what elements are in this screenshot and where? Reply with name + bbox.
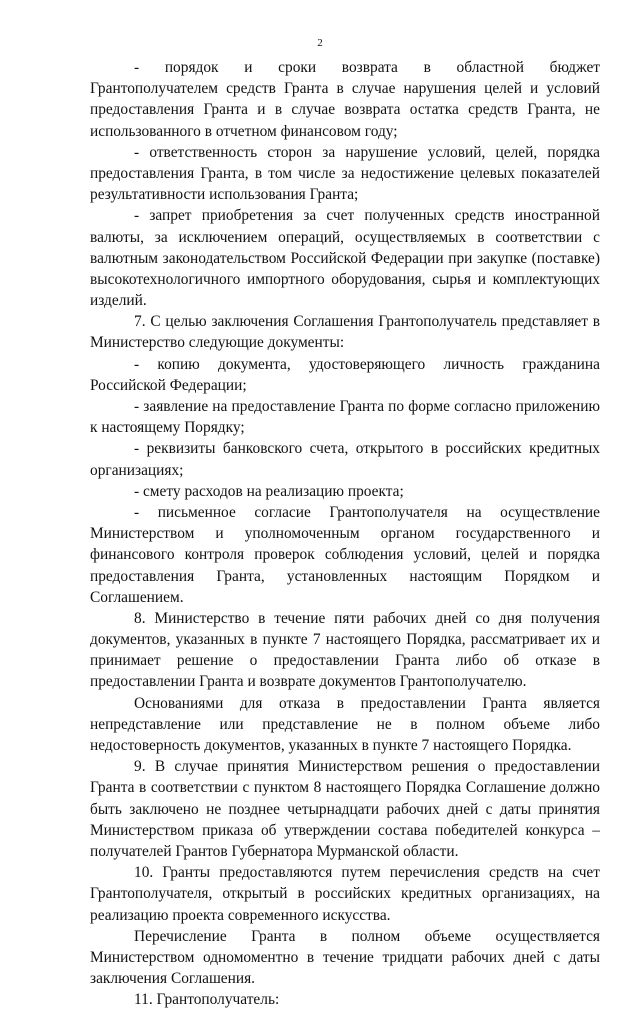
page-number: 2 [317,37,323,49]
text-line: финансового контроля проверок соблюдения условий, целей и порядка [90,546,600,564]
text-line: Министерство следующие документы: [90,334,345,352]
text-line: результативности использования Гранта; [90,186,359,204]
text-line: получателей Грантов Губернатора Мурманской области. [90,842,459,860]
text-line: - письменное согласие Грантополучателя на осуществление [134,503,600,521]
text-line: Грантополучателя, открытый в российских кредитных организациях, на [90,885,600,903]
text-line: Грантополучателем средств Гранта в случае нарушения целей и условий [90,80,600,98]
text-line: 10. Гранты предоставляются путем перечисления средств на счет [134,864,600,882]
text-line: организациях; [90,461,184,479]
text-line: недостоверность документов, указанных в пункте 7 настоящего Порядка. [90,737,572,754]
text-line: 7. С целью заключения Соглашения Грантополучатель представляет в [134,313,600,331]
text-line: предоставления Гранта и в случае возврата остатка средств Гранта, не [90,101,600,119]
text-line: изделий. [90,292,147,310]
text-line: предоставлении Гранта и возврате документов Грантополучателю. [90,673,527,691]
text-line: - запрет приобретения за счет полученных средств иностранной [134,207,600,225]
text-line: использованного в отчетном финансовом году; [90,122,398,140]
text-line: - реквизиты банковского счета, открытого в российских кредитных [134,440,600,458]
text-line: 9. В случае принятия Министерством решения о предоставлении [134,758,600,776]
text-line: - копию документа, удостоверяющего личность гражданина [134,355,600,373]
text-line: быть заключено не позднее четырнадцати рабочих дней с даты принятия [90,800,600,818]
document-body [90,57,600,1010]
text-line: Гранта в соответствии с пунктом 8 настоящего Порядка Соглашение должно [90,779,600,797]
text-line: заключения Соглашения. [90,970,256,988]
text-line: 11. Грантополучатель: [134,991,280,1009]
text-line: реализацию проекта современного искусства. [90,906,391,924]
text-line: принимает решение о предоставлении Гранта либо об отказе в [90,652,600,670]
text-line: Перечисление Гранта в полном объеме осуществляется [134,927,600,945]
text-line: непредставление или представление не в полном объеме либо [90,715,600,733]
text-line: Министерством и уполномоченным органом государственного и [90,525,600,543]
text-line: документов, указанных в пункте 7 настоящего Порядка, рассматривает их и [90,631,600,649]
text-line: - заявление на предоставление Гранта по форме согласно приложению [134,398,600,415]
text-line: 8. Министерство в течение пяти рабочих дней со дня получения [134,609,600,627]
text-line: предоставления Гранта, в том числе за недостижение целевых показателей [90,164,600,182]
text-line: высокотехнологичного импортного оборудования, сырья и комплектующих [90,270,600,288]
text-line: предоставления Гранта, установленных настоящим Порядком и [90,567,600,585]
text-line: валюты, за исключением операций, осуществляемых в соответствии с [90,228,600,246]
text-line: к настоящему Порядку; [90,419,245,437]
text-line: - порядок и сроки возврата в областной бюджет [134,59,600,76]
text-line: валютным законодательством Российской Федерации при закупке (поставке) [90,249,600,267]
text-line: - ответственность сторон за нарушение условий, целей, порядка [134,143,600,161]
text-line: Основаниями для отказа в предоставлении Гранта является [134,694,600,712]
text-line: Министерством одномоментно в течение тридцати рабочих дней с даты [90,948,600,966]
text-line: Соглашением. [90,588,184,606]
text-line: Министерством приказа об утверждении состава победителей конкурса – [90,821,600,839]
text-line: Российской Федерации; [90,376,247,394]
text-line: - смету расходов на реализацию проекта; [134,482,404,500]
